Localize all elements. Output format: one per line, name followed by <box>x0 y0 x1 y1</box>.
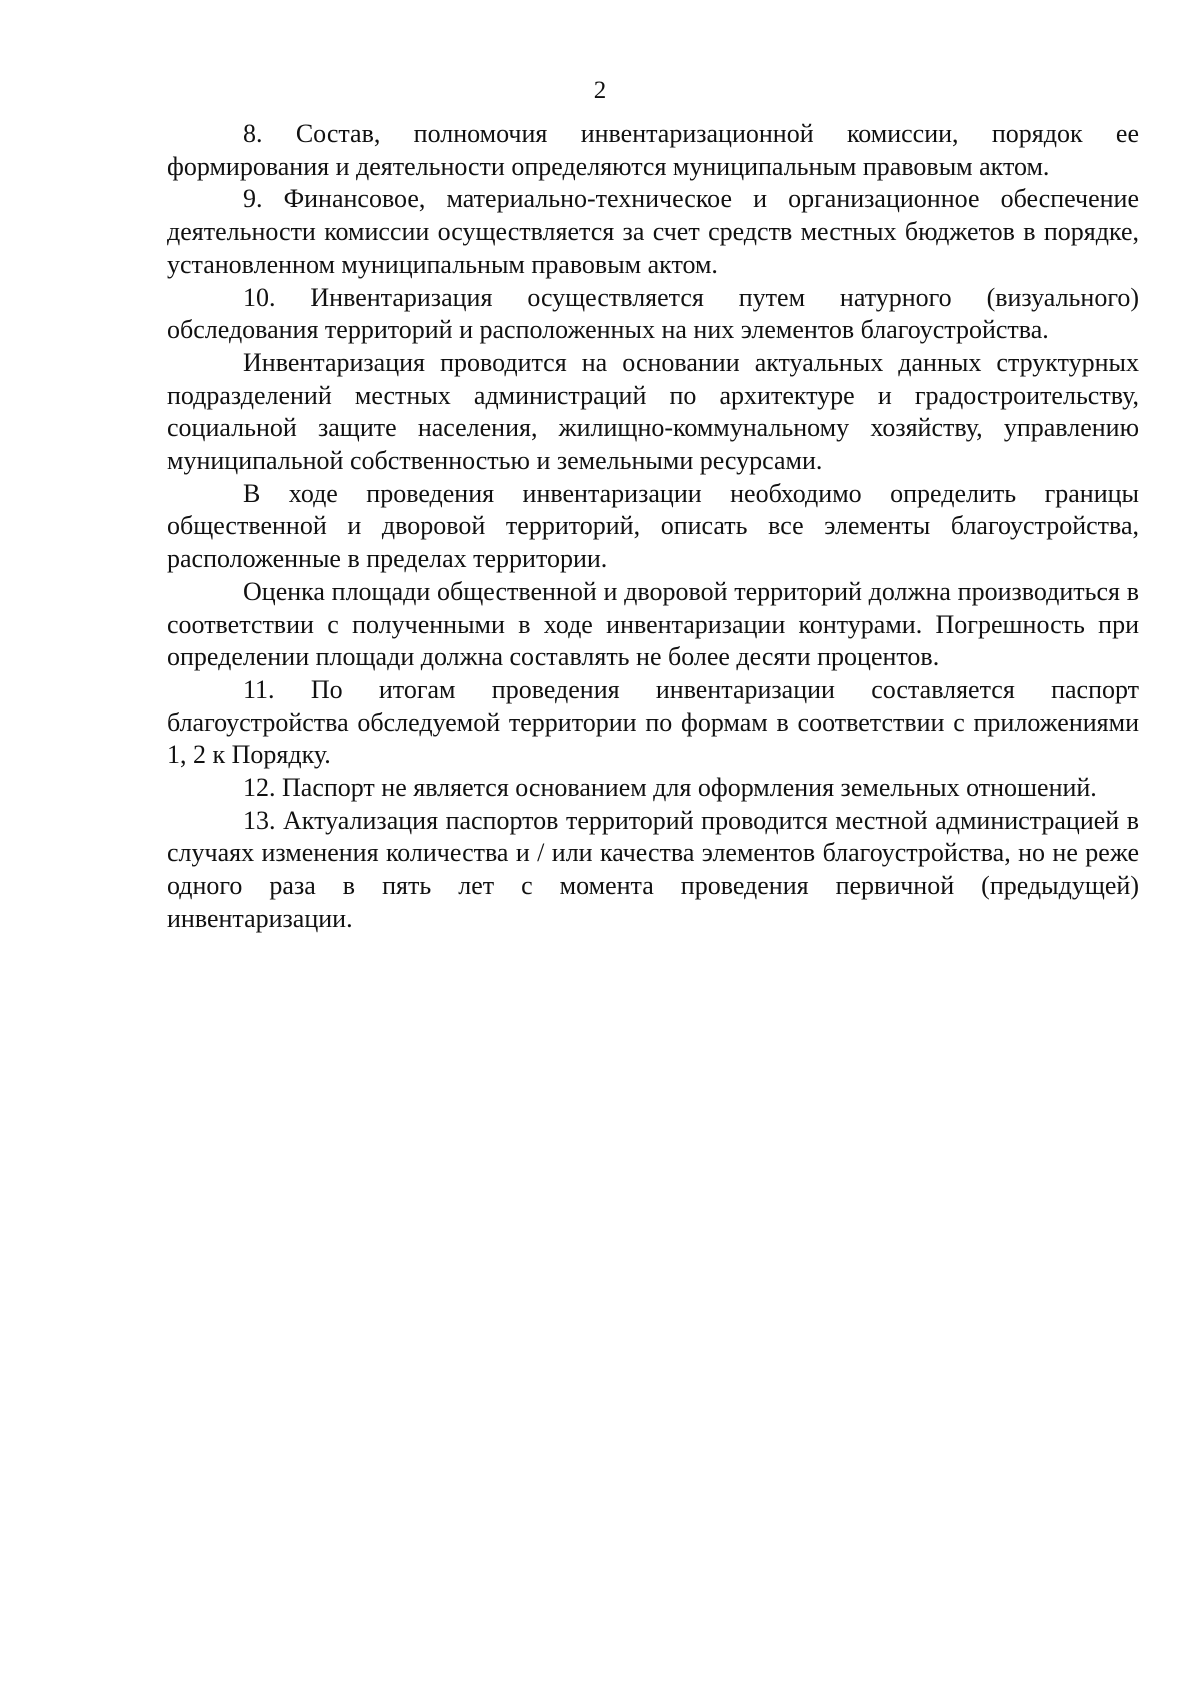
document-body <box>167 118 1139 936</box>
paragraph-item-10-boundaries: В ходе проведения инвентаризации необходимо определить границы общественной и дворовой территорий, описать все элементы благоустройства, расположенные в пределах территории. <box>167 478 1139 574</box>
paragraph-item-13: 13. Актуализация паспортов территорий проводится местной администрацией в случаях изменения количества и / или качества элементов благоустройства, но не реже одного раза в пять лет с момента проведения первичной (предыдущей) инвентаризации. <box>167 805 1139 933</box>
paragraph-item-8: 8. Состав, полномочия инвентаризационной комиссии, порядок ее формирования и деятельности определяются муниципальным правовым актом. <box>167 119 1139 181</box>
paragraph-item-12: 12. Паспорт не является основанием для оформления земельных отношений. <box>243 773 1097 803</box>
page-number: 2 <box>593 77 607 104</box>
paragraph-item-11: 11. По итогам проведения инвентаризации составляется паспорт благоустройства обследуемой территории по формам в соответствии с приложениями 1, 2 к Порядку. <box>167 674 1139 770</box>
paragraph-item-10-data-sources: Инвентаризация проводится на основании актуальных данных структурных подразделений местных администраций по архитектуре и градостроительству, социальной защите населения, жилищно-коммунальному хозяйству, управлению муниципальной собственностью и земельными ресурсами. <box>167 347 1139 476</box>
paragraph-item-9: 9. Финансовое, материально-техническое и организационное обеспечение деятельности комиссии осуществляется за счет средств местных бюджетов в порядке, установленном муниципальным правовым актом. <box>167 184 1139 279</box>
paragraph-item-10-area-estimate: Оценка площади общественной и дворовой территорий должна производиться в соответствии с полученными в ходе инвентаризации контурами. Погрешность при определении площади должна составлять не более десяти процентов. <box>167 576 1139 672</box>
paragraph-item-10: 10. Инвентаризация осуществляется путем натурного (визуального) обследования территорий и расположенных на них элементов благоустройства. <box>167 282 1139 345</box>
